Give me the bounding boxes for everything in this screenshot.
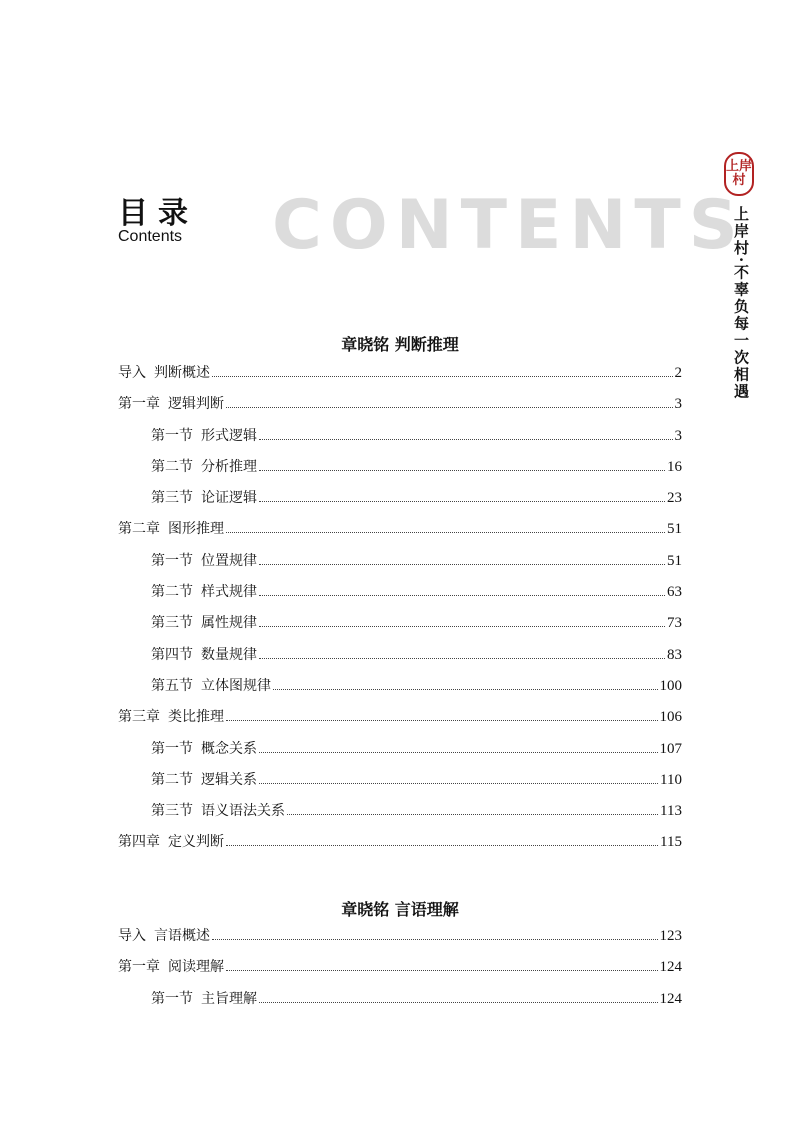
dot-leader — [226, 835, 658, 846]
toc-entry-title: 类比推理 — [168, 709, 224, 726]
toc-entry-page: 106 — [659, 709, 682, 726]
toc-entry-number: 第一节 — [151, 552, 193, 569]
toc-entry-page: 107 — [659, 740, 682, 757]
dot-leader — [259, 460, 665, 471]
toc-entry-title: 逻辑判断 — [168, 396, 224, 413]
toc-entry-page: 113 — [660, 803, 682, 820]
toc-entry-title: 逻辑关系 — [201, 771, 257, 788]
toc-entry-number: 第三节 — [151, 615, 193, 632]
toc-entry-title: 位置规律 — [201, 552, 257, 569]
toc-entry-number: 第三节 — [151, 803, 193, 820]
dot-leader — [259, 742, 658, 753]
toc-entry-number: 导入 — [118, 928, 146, 944]
toc-entry[interactable] — [118, 800, 682, 831]
toc-entry-number: 第二节 — [151, 771, 193, 788]
toc-entry-title: 论证逻辑 — [201, 490, 257, 507]
toc-list — [118, 362, 682, 863]
toc-entry-title: 样式规律 — [201, 584, 257, 601]
toc-entry-title: 数量规律 — [201, 646, 257, 663]
toc-entry-title: 分析推理 — [201, 458, 257, 475]
toc-entry-title: 定义判断 — [168, 834, 224, 851]
toc-list — [118, 925, 682, 1019]
toc-entry-page: 51 — [667, 552, 682, 569]
toc-entry-title: 概念关系 — [201, 740, 257, 757]
toc-entry-page: 16 — [667, 458, 682, 475]
toc-entry[interactable] — [118, 956, 682, 987]
toc-entry[interactable] — [118, 925, 682, 956]
toc-entry-number: 第四节 — [151, 646, 193, 663]
toc-entry[interactable] — [118, 518, 682, 549]
toc-entry-page: 100 — [659, 677, 682, 694]
section-title: 章晓铭 判断推理 — [341, 335, 459, 354]
toc-entry[interactable] — [118, 769, 682, 800]
dot-leader — [226, 522, 665, 533]
toc-entry-number: 第一节 — [151, 427, 193, 444]
toc-entry-number: 第二章 — [118, 521, 160, 538]
toc-entry-page: 124 — [659, 990, 682, 1007]
toc-entry[interactable] — [118, 675, 682, 706]
toc-entry[interactable] — [118, 644, 682, 675]
toc-entry[interactable] — [118, 706, 682, 737]
dot-leader — [259, 992, 658, 1003]
dot-leader — [226, 397, 673, 408]
toc-entry-number: 第三章 — [118, 709, 160, 726]
toc-entry-page: 73 — [667, 615, 682, 632]
dot-leader — [259, 773, 658, 784]
dot-leader — [259, 585, 665, 596]
toc-entry-number: 第五节 — [151, 677, 193, 694]
toc-entry[interactable] — [118, 393, 682, 424]
dot-leader — [212, 366, 673, 377]
toc-entry-page: 3 — [674, 427, 682, 444]
dot-leader — [259, 491, 665, 502]
page-subtitle: Contents — [118, 228, 183, 245]
toc-entry-page: 83 — [667, 646, 682, 663]
toc-entry[interactable] — [118, 988, 682, 1019]
contents-watermark: CONTENTS — [272, 186, 746, 265]
toc-entry-number: 第二节 — [151, 458, 193, 475]
toc-entry-page: 2 — [674, 365, 682, 381]
dot-leader — [287, 804, 658, 815]
toc-entry-number: 第四章 — [118, 834, 160, 851]
toc-entry-title: 属性规律 — [201, 615, 257, 632]
dot-leader — [226, 960, 658, 971]
toc-entry[interactable] — [118, 738, 682, 769]
section-title: 章晓铭 言语理解 — [341, 900, 459, 919]
toc-entry-title: 图形推理 — [168, 521, 224, 538]
dot-leader — [259, 554, 665, 565]
toc-entry-title: 立体图规律 — [201, 677, 271, 694]
toc-entry-title: 阅读理解 — [168, 959, 224, 976]
toc-entry[interactable] — [118, 581, 682, 612]
brand-seal-logo: 上岸村 — [724, 152, 754, 196]
toc-entry-number: 第一节 — [151, 990, 193, 1007]
toc-entry[interactable] — [118, 425, 682, 456]
toc-entry-number: 第二节 — [151, 584, 193, 601]
toc-entry[interactable] — [118, 612, 682, 643]
toc-entry[interactable] — [118, 550, 682, 581]
toc-entry-number: 第一章 — [118, 959, 160, 976]
toc-entry-page: 3 — [674, 396, 682, 413]
toc-entry-title: 主旨理解 — [201, 990, 257, 1007]
toc-entry-page: 124 — [659, 959, 682, 976]
toc-entry-title: 形式逻辑 — [201, 427, 257, 444]
toc-entry-number: 第三节 — [151, 490, 193, 507]
toc-entry-title: 言语概述 — [154, 928, 210, 944]
toc-entry-page: 23 — [667, 490, 682, 507]
dot-leader — [273, 679, 658, 690]
toc-entry[interactable] — [118, 456, 682, 487]
page-title: 目录 — [118, 196, 198, 231]
toc-entry-page: 63 — [667, 584, 682, 601]
dot-leader — [226, 710, 658, 721]
brand-slogan: 上岸村·不辜负每一次相遇 — [732, 206, 750, 401]
toc-entry-page: 110 — [660, 771, 682, 788]
toc-entry-number: 导入 — [118, 365, 146, 381]
toc-entry-page: 115 — [660, 834, 682, 851]
toc-entry[interactable] — [118, 487, 682, 518]
toc-entry-number: 第一章 — [118, 396, 160, 413]
toc-entry-page: 51 — [667, 521, 682, 538]
dot-leader — [259, 616, 665, 627]
dot-leader — [259, 429, 673, 440]
dot-leader — [212, 929, 658, 940]
toc-entry[interactable] — [118, 362, 682, 393]
toc-entry-page: 123 — [659, 928, 682, 944]
dot-leader — [259, 648, 665, 659]
toc-entry-number: 第一节 — [151, 740, 193, 757]
toc-entry-title: 判断概述 — [154, 365, 210, 381]
toc-entry[interactable] — [118, 831, 682, 862]
toc-entry-title: 语义语法关系 — [201, 803, 285, 820]
